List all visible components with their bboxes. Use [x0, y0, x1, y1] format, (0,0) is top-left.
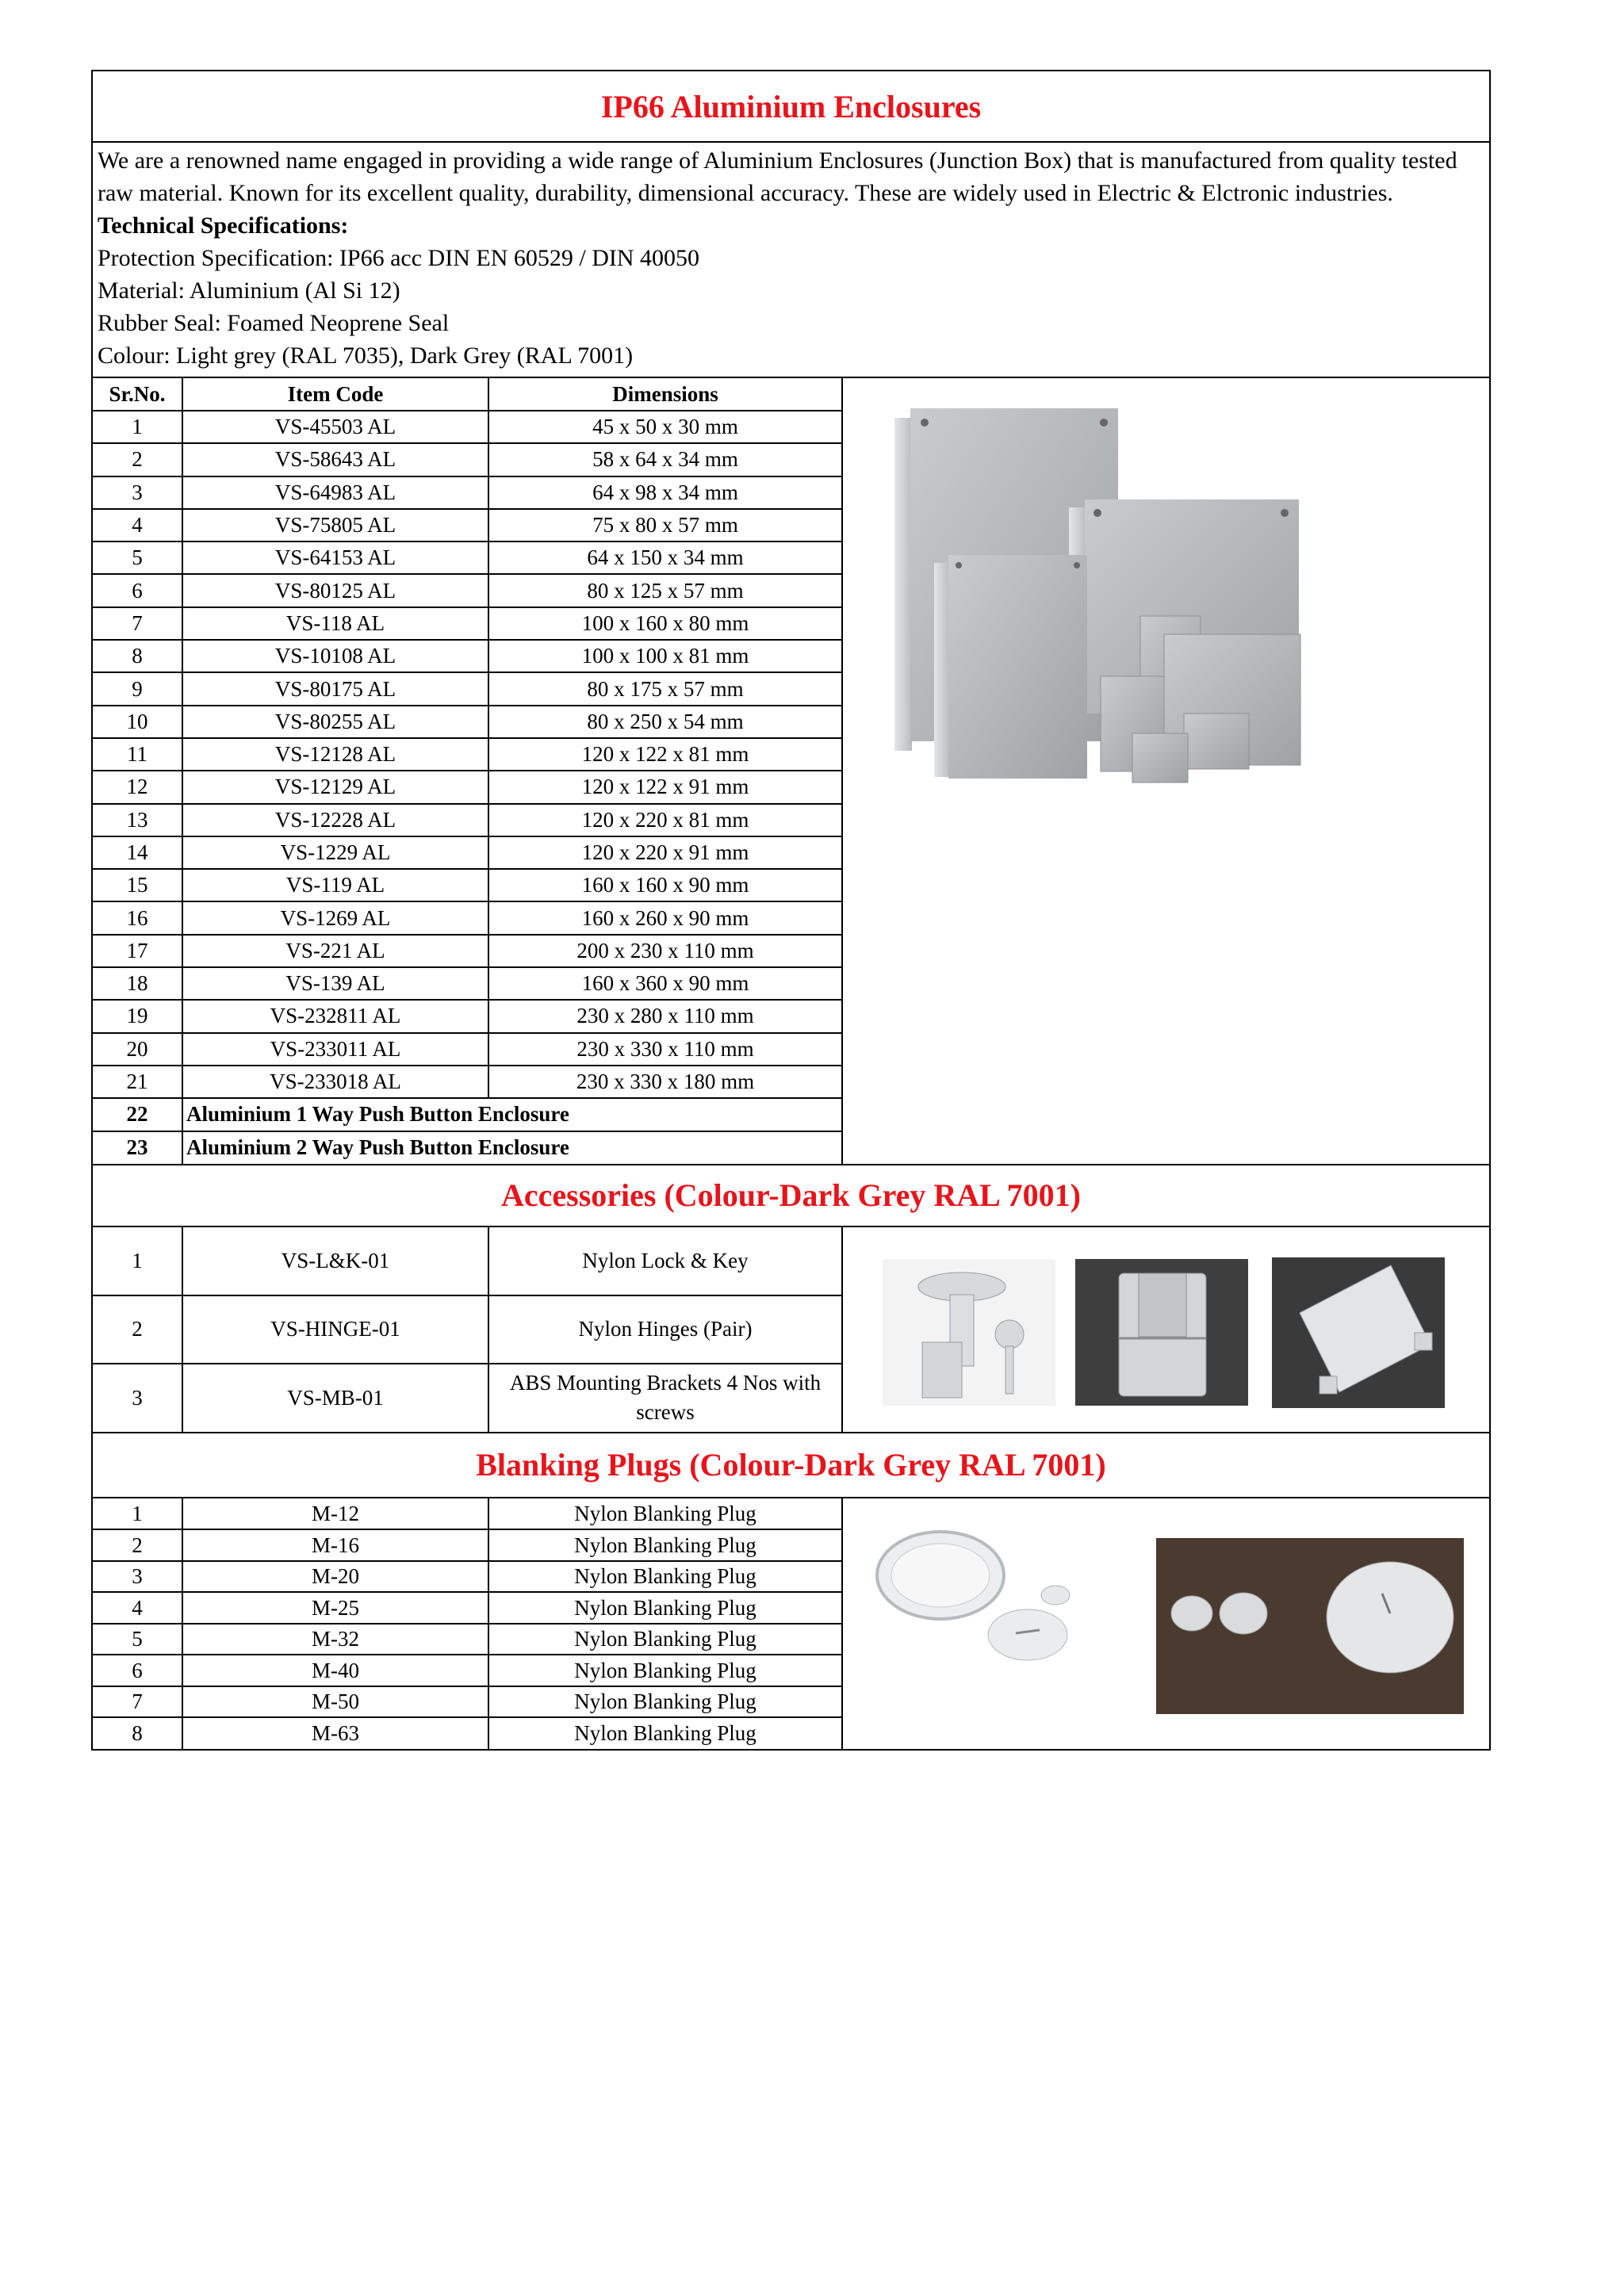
table-row — [93, 1098, 842, 1131]
blanking-plugs-white-photo — [857, 1516, 1123, 1667]
dimensions-cell: 230 x 280 x 110 mm — [488, 1000, 842, 1032]
table-row — [93, 869, 842, 901]
spec-rubber-seal: Rubber Seal: Foamed Neoprene Seal — [98, 310, 450, 336]
catalog-sheet — [91, 70, 1491, 1751]
item-code-cell: VS-12128 AL — [182, 738, 488, 771]
sr-no-cell: 21 — [93, 1066, 182, 1098]
item-code-cell: VS-58643 AL — [182, 443, 488, 476]
table-row — [93, 1686, 842, 1718]
item-code-cell: M-20 — [182, 1561, 488, 1593]
dimensions-cell: 230 x 330 x 110 mm — [488, 1033, 842, 1066]
dimensions-cell: 45 x 50 x 30 mm — [488, 411, 842, 443]
description-block — [93, 143, 1489, 378]
page-title: IP66 Aluminium Enclosures — [93, 71, 1489, 143]
table-row — [93, 574, 842, 607]
plugs-table — [93, 1498, 843, 1749]
dimensions-cell: 75 x 80 x 57 mm — [488, 509, 842, 541]
sr-no-cell: 3 — [93, 1364, 182, 1432]
table-row — [93, 443, 842, 476]
sr-no-cell: 6 — [93, 1655, 182, 1686]
sr-no-cell: 16 — [93, 901, 182, 934]
dimensions-cell: 64 x 98 x 34 mm — [488, 476, 842, 509]
sr-no-cell: 13 — [93, 804, 182, 836]
dimensions-cell: 64 x 150 x 34 mm — [488, 541, 842, 574]
sr-no-cell: 17 — [93, 935, 182, 967]
table-row — [93, 1227, 842, 1295]
item-code-cell: VS-118 AL — [182, 607, 488, 640]
item-code-cell: M-16 — [182, 1529, 488, 1561]
dimensions-cell: 80 x 175 x 57 mm — [488, 672, 842, 705]
spec-material: Material: Aluminium (Al Si 12) — [98, 277, 400, 304]
enclosures-photo-cell — [843, 378, 1489, 1164]
enclosures-section — [93, 378, 1489, 1165]
table-row — [93, 836, 842, 869]
dimensions-cell: 100 x 100 x 81 mm — [488, 640, 842, 672]
aluminium-enclosures-photo — [879, 408, 1307, 789]
item-code-cell: VS-233018 AL — [182, 1066, 488, 1098]
dimensions-cell: 120 x 220 x 91 mm — [488, 836, 842, 869]
item-code-cell: VS-1269 AL — [182, 901, 488, 934]
table-row — [93, 1717, 842, 1749]
dimensions-cell: 58 x 64 x 34 mm — [488, 443, 842, 476]
table-row — [93, 706, 842, 738]
sr-no-cell: 19 — [93, 1000, 182, 1032]
sr-no-cell: 6 — [93, 574, 182, 607]
sr-no-cell: 2 — [93, 1295, 182, 1364]
plugs-photo-cell — [843, 1498, 1489, 1749]
item-code-cell: M-12 — [182, 1498, 488, 1530]
lock-and-key-photo — [883, 1259, 1055, 1406]
table-row — [93, 1295, 842, 1364]
sr-no-cell: 7 — [93, 607, 182, 640]
sr-no-cell: 11 — [93, 738, 182, 771]
description-cell: Nylon Blanking Plug — [488, 1592, 842, 1624]
item-code-cell: VS-232811 AL — [182, 1000, 488, 1032]
header-sr-no: Sr.No. — [93, 378, 182, 411]
dimensions-cell: 120 x 122 x 81 mm — [488, 738, 842, 771]
table-row — [93, 738, 842, 771]
item-code-cell: VS-221 AL — [182, 935, 488, 967]
sr-no-cell: 1 — [93, 1227, 182, 1295]
item-code-cell: VS-L&K-01 — [182, 1227, 488, 1295]
item-code-cell: VS-HINGE-01 — [182, 1295, 488, 1364]
table-row — [93, 1033, 842, 1066]
dimensions-cell: 80 x 250 x 54 mm — [488, 706, 842, 738]
header-dimensions: Dimensions — [488, 378, 842, 411]
table-row — [93, 672, 842, 705]
sr-no-cell: 14 — [93, 836, 182, 869]
sr-no-cell: 10 — [93, 706, 182, 738]
item-code-cell: VS-75805 AL — [182, 509, 488, 541]
accessories-section — [93, 1227, 1489, 1433]
spec-colour: Colour: Light grey (RAL 7035), Dark Grey (RAL 7001) — [98, 342, 634, 369]
description-cell: ABS Mounting Brackets 4 Nos with screws — [488, 1364, 842, 1432]
item-code-cell: M-32 — [182, 1624, 488, 1655]
item-code-cell: M-40 — [182, 1655, 488, 1686]
description-cell: Nylon Blanking Plug — [488, 1686, 842, 1718]
sr-no-cell: 5 — [93, 1624, 182, 1655]
sr-no-cell: 2 — [93, 1529, 182, 1561]
dimensions-cell: 100 x 160 x 80 mm — [488, 607, 842, 640]
table-row — [93, 476, 842, 509]
sr-no-cell: 1 — [93, 411, 182, 443]
sr-no-cell: 15 — [93, 869, 182, 901]
description-cell: Nylon Blanking Plug — [488, 1717, 842, 1749]
item-code-cell: VS-139 AL — [182, 967, 488, 1000]
item-code-cell: M-25 — [182, 1592, 488, 1624]
table-row — [93, 1561, 842, 1593]
dimensions-cell: 120 x 122 x 91 mm — [488, 771, 842, 803]
sr-no-cell: 4 — [93, 509, 182, 541]
accessories-table — [93, 1227, 843, 1432]
item-code-cell: VS-64153 AL — [182, 541, 488, 574]
blanking-plugs-grey-photo — [1156, 1538, 1464, 1714]
item-code-cell: VS-1229 AL — [182, 836, 488, 869]
description-intro: We are a renowned name engaged in providing a wide range of Aluminium Enclosures (Junction Box) that is manufactured from quality tested raw material. Known for its excellent quality, durability, dimensional accuracy. These are widely used in Electric & Elctronic industries. — [98, 147, 1457, 206]
sr-no-cell: 3 — [93, 476, 182, 509]
item-code-cell: VS-12129 AL — [182, 771, 488, 803]
description-cell: Nylon Hinges (Pair) — [488, 1295, 842, 1364]
sr-no-cell: 5 — [93, 541, 182, 574]
table-row — [93, 1131, 842, 1164]
sr-no-cell: 23 — [93, 1131, 182, 1164]
description-cell: Nylon Lock & Key — [488, 1227, 842, 1295]
table-row — [93, 607, 842, 640]
description-cell: Nylon Blanking Plug — [488, 1561, 842, 1593]
table-row — [93, 901, 842, 934]
item-code-cell: VS-10108 AL — [182, 640, 488, 672]
table-row — [93, 411, 842, 443]
sr-no-cell: 8 — [93, 640, 182, 672]
dimensions-cell: 160 x 360 x 90 mm — [488, 967, 842, 1000]
table-row — [93, 935, 842, 967]
table-row — [93, 1529, 842, 1561]
header-item-code: Item Code — [182, 378, 488, 411]
sr-no-cell: 9 — [93, 672, 182, 705]
sr-no-cell: 22 — [93, 1098, 182, 1131]
table-row — [93, 1364, 842, 1432]
table-row — [93, 1000, 842, 1032]
item-code-cell: VS-MB-01 — [182, 1364, 488, 1432]
item-code-cell: M-63 — [182, 1717, 488, 1749]
dimensions-cell: 160 x 260 x 90 mm — [488, 901, 842, 934]
table-header-row — [93, 378, 842, 411]
sr-no-cell: 7 — [93, 1686, 182, 1718]
description-cell: Nylon Blanking Plug — [488, 1498, 842, 1530]
spec-protection: Protection Specification: IP66 acc DIN EN 60529 / DIN 40050 — [98, 245, 700, 271]
dimensions-cell: 120 x 220 x 81 mm — [488, 804, 842, 836]
dimensions-cell: 80 x 125 x 57 mm — [488, 574, 842, 607]
table-row — [93, 771, 842, 803]
item-code-cell: VS-233011 AL — [182, 1033, 488, 1066]
table-row — [93, 509, 842, 541]
item-description-cell: Aluminium 2 Way Push Button Enclosure — [182, 1131, 842, 1164]
table-row — [93, 804, 842, 836]
item-code-cell: VS-80175 AL — [182, 672, 488, 705]
table-row — [93, 1498, 842, 1530]
spec-heading: Technical Specifications: — [98, 212, 349, 239]
description-cell: Nylon Blanking Plug — [488, 1529, 842, 1561]
item-code-cell: VS-64983 AL — [182, 476, 488, 509]
sr-no-cell: 2 — [93, 443, 182, 476]
item-code-cell: M-50 — [182, 1686, 488, 1718]
dimensions-cell: 230 x 330 x 180 mm — [488, 1066, 842, 1098]
item-code-cell: VS-45503 AL — [182, 411, 488, 443]
sr-no-cell: 8 — [93, 1717, 182, 1749]
sr-no-cell: 18 — [93, 967, 182, 1000]
table-row — [93, 1592, 842, 1624]
sr-no-cell: 12 — [93, 771, 182, 803]
enclosures-table — [93, 378, 843, 1164]
table-row — [93, 640, 842, 672]
item-code-cell: VS-119 AL — [182, 869, 488, 901]
item-code-cell: VS-80255 AL — [182, 706, 488, 738]
accessories-photo-cell — [843, 1227, 1489, 1432]
plugs-title: Blanking Plugs (Colour-Dark Grey RAL 7001) — [93, 1433, 1489, 1498]
item-description-cell: Aluminium 1 Way Push Button Enclosure — [182, 1098, 842, 1131]
plugs-section — [93, 1498, 1489, 1749]
sr-no-cell: 1 — [93, 1498, 182, 1530]
table-row — [93, 541, 842, 574]
hinge-photo — [1075, 1259, 1248, 1406]
description-cell: Nylon Blanking Plug — [488, 1624, 842, 1655]
table-row — [93, 1066, 842, 1098]
table-row — [93, 1624, 842, 1655]
table-row — [93, 967, 842, 1000]
item-code-cell: VS-12228 AL — [182, 804, 488, 836]
sr-no-cell: 3 — [93, 1561, 182, 1593]
sr-no-cell: 20 — [93, 1033, 182, 1066]
description-cell: Nylon Blanking Plug — [488, 1655, 842, 1686]
item-code-cell: VS-80125 AL — [182, 574, 488, 607]
sr-no-cell: 4 — [93, 1592, 182, 1624]
table-row — [93, 1655, 842, 1686]
dimensions-cell: 160 x 160 x 90 mm — [488, 869, 842, 901]
mounting-bracket-photo — [1272, 1257, 1445, 1408]
accessories-title: Accessories (Colour-Dark Grey RAL 7001) — [93, 1165, 1489, 1227]
dimensions-cell: 200 x 230 x 110 mm — [488, 935, 842, 967]
